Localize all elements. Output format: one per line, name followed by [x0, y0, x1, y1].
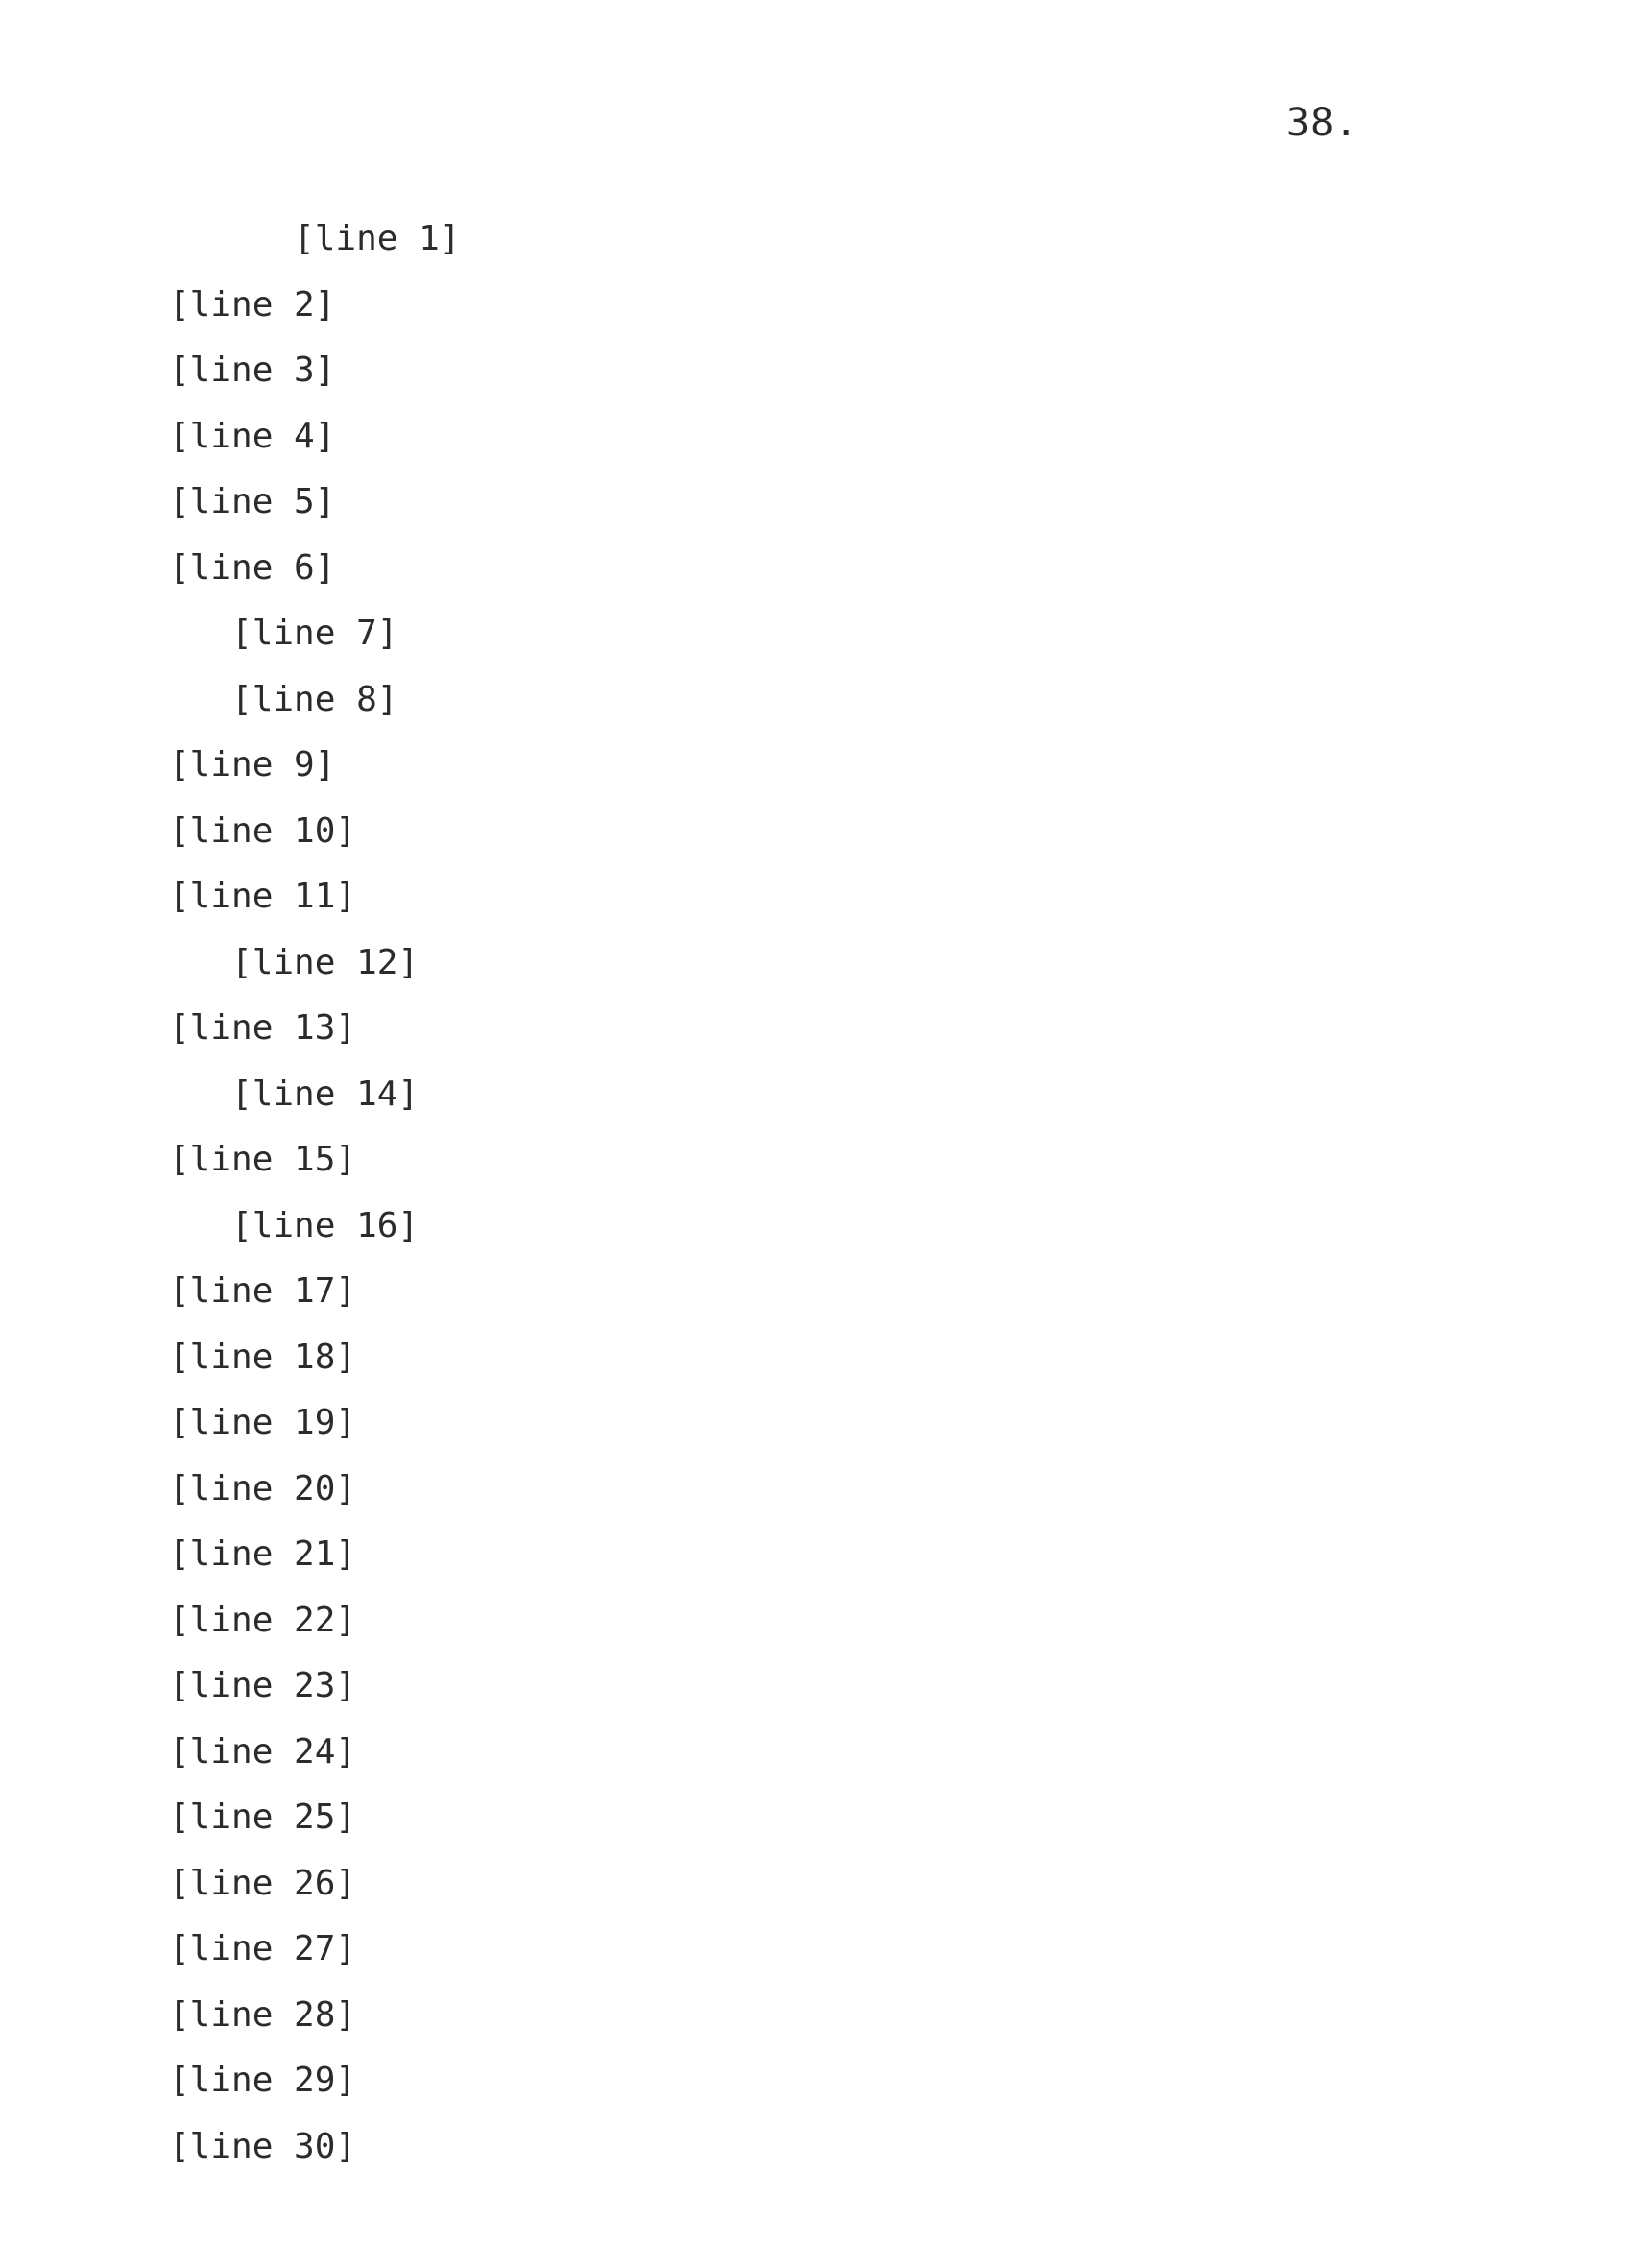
- text-line: [line 3]: [169, 350, 336, 390]
- text-line: [line 30]: [169, 2126, 357, 2166]
- text-line: [line 19]: [169, 1403, 357, 1442]
- text-line: [line 26]: [169, 1863, 357, 1903]
- text-line: [line 15]: [169, 1140, 357, 1179]
- text-line: [line 10]: [169, 810, 357, 851]
- body-text: [169, 206, 1494, 2180]
- text-line: [line 9]: [169, 745, 336, 784]
- text-line: [line 29]: [169, 2061, 357, 2100]
- text-line: [line 22]: [169, 1600, 357, 1640]
- text-line: [line 12]: [169, 942, 420, 982]
- text-line: [line 27]: [169, 1929, 357, 1968]
- text-line: [line 2]: [169, 284, 336, 325]
- text-line: [line 1]: [169, 219, 461, 258]
- text-line: [line 21]: [169, 1534, 357, 1574]
- text-line: [line 13]: [169, 1008, 357, 1048]
- text-line: [line 24]: [169, 1731, 357, 1772]
- page-number: 38.: [1286, 101, 1359, 145]
- section-heading: [line 7]: [169, 614, 398, 653]
- text-line: [line 14]: [169, 1074, 420, 1114]
- text-line: [line 20]: [169, 1468, 357, 1508]
- text-line: [line 4]: [169, 416, 336, 456]
- text-line: [line 11]: [169, 877, 357, 916]
- text-line: [line 28]: [169, 1994, 357, 2035]
- text-line: [line 25]: [169, 1798, 357, 1837]
- text-line: [line 8]: [169, 679, 398, 719]
- text-line: [line 23]: [169, 1666, 357, 1705]
- text-line: [line 5]: [169, 482, 336, 521]
- text-line: [line 16]: [169, 1205, 420, 1245]
- text-line: [line 18]: [169, 1337, 357, 1377]
- text-line: [line 6]: [169, 547, 336, 588]
- text-line: [line 17]: [169, 1271, 357, 1311]
